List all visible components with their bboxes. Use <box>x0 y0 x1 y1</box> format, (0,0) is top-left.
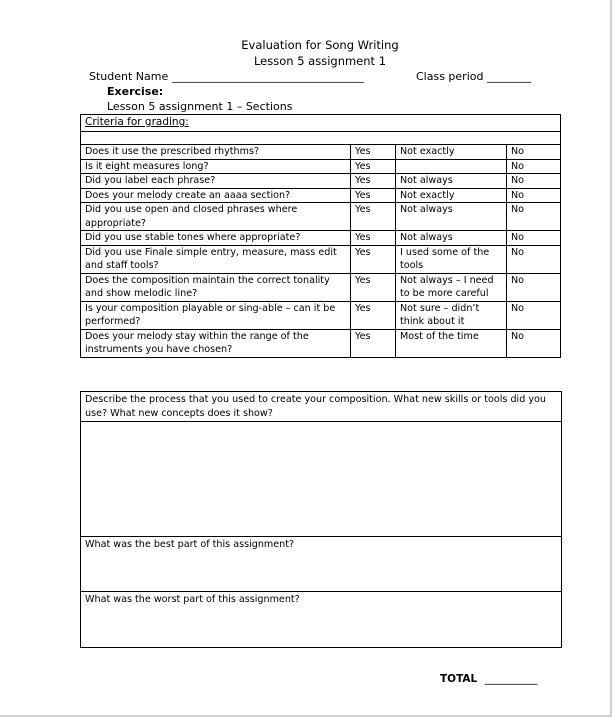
criteria-question: Does it use the prescribed rhythms? <box>81 145 351 160</box>
criteria-row <box>81 245 561 273</box>
criteria-middle[interactable]: Not always <box>396 203 507 231</box>
criteria-yes[interactable]: Yes <box>351 329 396 357</box>
criteria-question: Did you use Finale simple entry, measure, mass edit and staff tools? <box>81 245 351 273</box>
criteria-middle[interactable]: Not exactly <box>396 145 507 160</box>
total-field[interactable] <box>440 673 537 685</box>
criteria-yes[interactable]: Yes <box>351 231 396 246</box>
document-subtitle: Lesson 5 assignment 1 <box>253 54 387 68</box>
criteria-no[interactable]: No <box>507 273 561 301</box>
criteria-heading: Criteria for grading: <box>85 116 189 128</box>
criteria-no[interactable]: No <box>507 188 561 203</box>
process-question: Describe the process that you used to create your composition. What new skills or tools did you use? What new concepts does it show? <box>81 392 562 422</box>
class-period-label: Class period <box>416 70 484 83</box>
criteria-no[interactable]: No <box>507 301 561 329</box>
criteria-question: Did you label each phrase? <box>81 174 351 189</box>
criteria-row <box>81 145 561 160</box>
criteria-yes[interactable]: Yes <box>351 203 396 231</box>
criteria-question: Did you use stable tones where appropriate? <box>81 231 351 246</box>
criteria-question: Is it eight measures long? <box>81 159 351 174</box>
criteria-row <box>81 231 561 246</box>
criteria-question: Does your melody stay within the range of the instruments you have chosen? <box>81 329 351 357</box>
criteria-middle[interactable]: Not always <box>396 231 507 246</box>
criteria-middle[interactable]: Not always – I need to be more careful <box>396 273 507 301</box>
criteria-row <box>81 301 561 329</box>
class-period-blank[interactable]: ________ <box>486 70 531 83</box>
criteria-yes[interactable]: Yes <box>351 273 396 301</box>
total-blank[interactable]: __________ <box>484 673 538 685</box>
criteria-no[interactable]: No <box>507 145 561 160</box>
criteria-no[interactable]: No <box>507 245 561 273</box>
criteria-yes[interactable]: Yes <box>351 145 396 160</box>
criteria-spacer-row <box>81 132 561 145</box>
criteria-question: Did you use open and closed phrases where appropriate? <box>81 203 351 231</box>
worst-part-row <box>81 592 562 648</box>
criteria-middle[interactable] <box>396 159 507 174</box>
class-period-field[interactable] <box>416 70 531 83</box>
criteria-middle[interactable]: Not sure – didn’t think about it <box>396 301 507 329</box>
criteria-yes[interactable]: Yes <box>351 301 396 329</box>
criteria-question: Is your composition playable or sing-able – can it be performed? <box>81 301 351 329</box>
student-name-field[interactable] <box>89 70 364 83</box>
total-label: TOTAL <box>440 673 478 685</box>
document-title: Evaluation for Song Writing <box>241 38 399 52</box>
criteria-question: Does the composition maintain the correct tonality and show melodic line? <box>81 273 351 301</box>
criteria-middle[interactable]: Not always <box>396 174 507 189</box>
exercise-label: Exercise: <box>107 85 164 98</box>
criteria-yes[interactable]: Yes <box>351 188 396 203</box>
worst-part-question[interactable]: What was the worst part of this assignment? <box>81 592 562 648</box>
criteria-row <box>81 329 561 357</box>
criteria-body <box>81 145 561 358</box>
student-name-label: Student Name <box>89 70 169 83</box>
criteria-middle[interactable]: Most of the time <box>396 329 507 357</box>
criteria-yes[interactable]: Yes <box>351 245 396 273</box>
criteria-row <box>81 159 561 174</box>
best-part-question[interactable]: What was the best part of this assignment? <box>81 537 562 592</box>
criteria-no[interactable]: No <box>507 231 561 246</box>
process-question-row <box>81 392 562 422</box>
criteria-no[interactable]: No <box>507 174 561 189</box>
process-answer-row <box>81 422 562 537</box>
criteria-row <box>81 203 561 231</box>
criteria-middle[interactable]: I used some of the tools <box>396 245 507 273</box>
criteria-no[interactable]: No <box>507 159 561 174</box>
criteria-table <box>80 114 561 358</box>
criteria-row <box>81 273 561 301</box>
reflection-table <box>80 391 562 648</box>
criteria-question: Does your melody create an aaaa section? <box>81 188 351 203</box>
process-answer-box[interactable] <box>81 422 562 537</box>
student-name-blank[interactable]: ___________________________________ <box>171 70 365 83</box>
criteria-row <box>81 174 561 189</box>
exercise-value: Lesson 5 assignment 1 – Sections <box>107 100 293 113</box>
criteria-header-row <box>81 115 561 132</box>
best-part-row <box>81 537 562 592</box>
criteria-yes[interactable]: Yes <box>351 159 396 174</box>
criteria-row <box>81 188 561 203</box>
criteria-no[interactable]: No <box>507 329 561 357</box>
criteria-no[interactable]: No <box>507 203 561 231</box>
criteria-middle[interactable]: Not exactly <box>396 188 507 203</box>
criteria-yes[interactable]: Yes <box>351 174 396 189</box>
